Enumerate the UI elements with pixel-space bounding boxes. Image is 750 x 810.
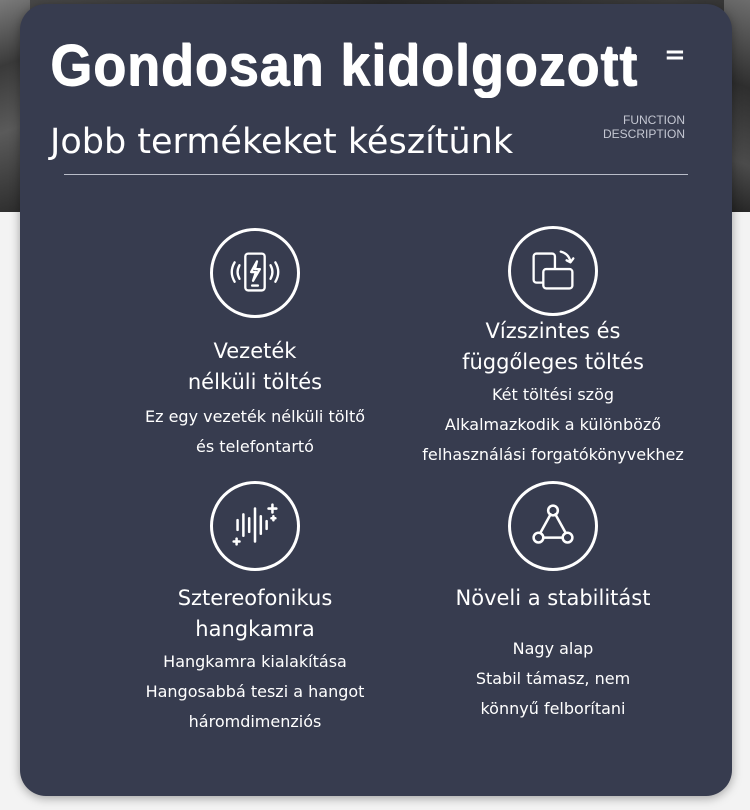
feature-title (90, 583, 420, 645)
feature-description (90, 647, 420, 737)
feature-description-line: Hangosabbá teszi a hangot (145, 682, 365, 701)
feature-title-line: hangkamra (195, 617, 315, 641)
feature-title (388, 316, 718, 378)
feature-description (90, 402, 420, 462)
feature-description-line: könnyű felborítani (480, 699, 626, 718)
headline: Gondosan kidolgozott (50, 33, 638, 98)
feature-description (388, 380, 718, 470)
function-label-line: DESCRIPTION (602, 127, 685, 141)
function-description-label (580, 113, 685, 141)
feature-title-line: függőleges töltés (462, 350, 644, 374)
feature-card (20, 4, 732, 796)
feature-description-line: Két töltési szög (491, 385, 615, 404)
rotate-orientation-icon (508, 226, 598, 316)
feature-description-line: Hangkamra kialakítása (163, 652, 347, 671)
wireless-charging-phone-icon (210, 228, 300, 318)
function-label-line: FUNCTION (623, 113, 685, 127)
divider (64, 174, 688, 175)
triangle-stability-icon (508, 481, 598, 571)
feature-orientation-charging (388, 226, 718, 470)
feature-description-line: Nagy alap (512, 639, 594, 658)
feature-stereo-chamber (90, 481, 420, 737)
feature-stability (388, 481, 718, 724)
feature-title-line: Sztereofonikus (177, 586, 333, 610)
feature-title-line: nélküli töltés (187, 370, 323, 394)
feature-description-line: Stabil támasz, nem (475, 669, 631, 688)
feature-title-line: Vezeték (213, 339, 297, 363)
feature-title-line: Vízszintes és (485, 319, 621, 343)
feature-description-line: háromdimenziós (188, 712, 322, 731)
feature-title (90, 336, 420, 398)
subheadline: Jobb termékeket készítünk (50, 122, 514, 162)
feature-title-line: Növeli a stabilitást (455, 586, 651, 610)
feature-description-line: Alkalmazkodik a különböző (444, 415, 662, 434)
equals-mark-icon: = (664, 40, 686, 70)
feature-wireless-charging (90, 228, 420, 462)
feature-description-line: felhasználási forgatókönyvekhez (422, 445, 684, 464)
feature-description (388, 634, 718, 724)
feature-description-line: Ez egy vezeték nélküli töltő (144, 407, 366, 426)
feature-title (388, 583, 718, 614)
feature-description-line: és telefontartó (196, 437, 314, 456)
sound-wave-icon (210, 481, 300, 571)
